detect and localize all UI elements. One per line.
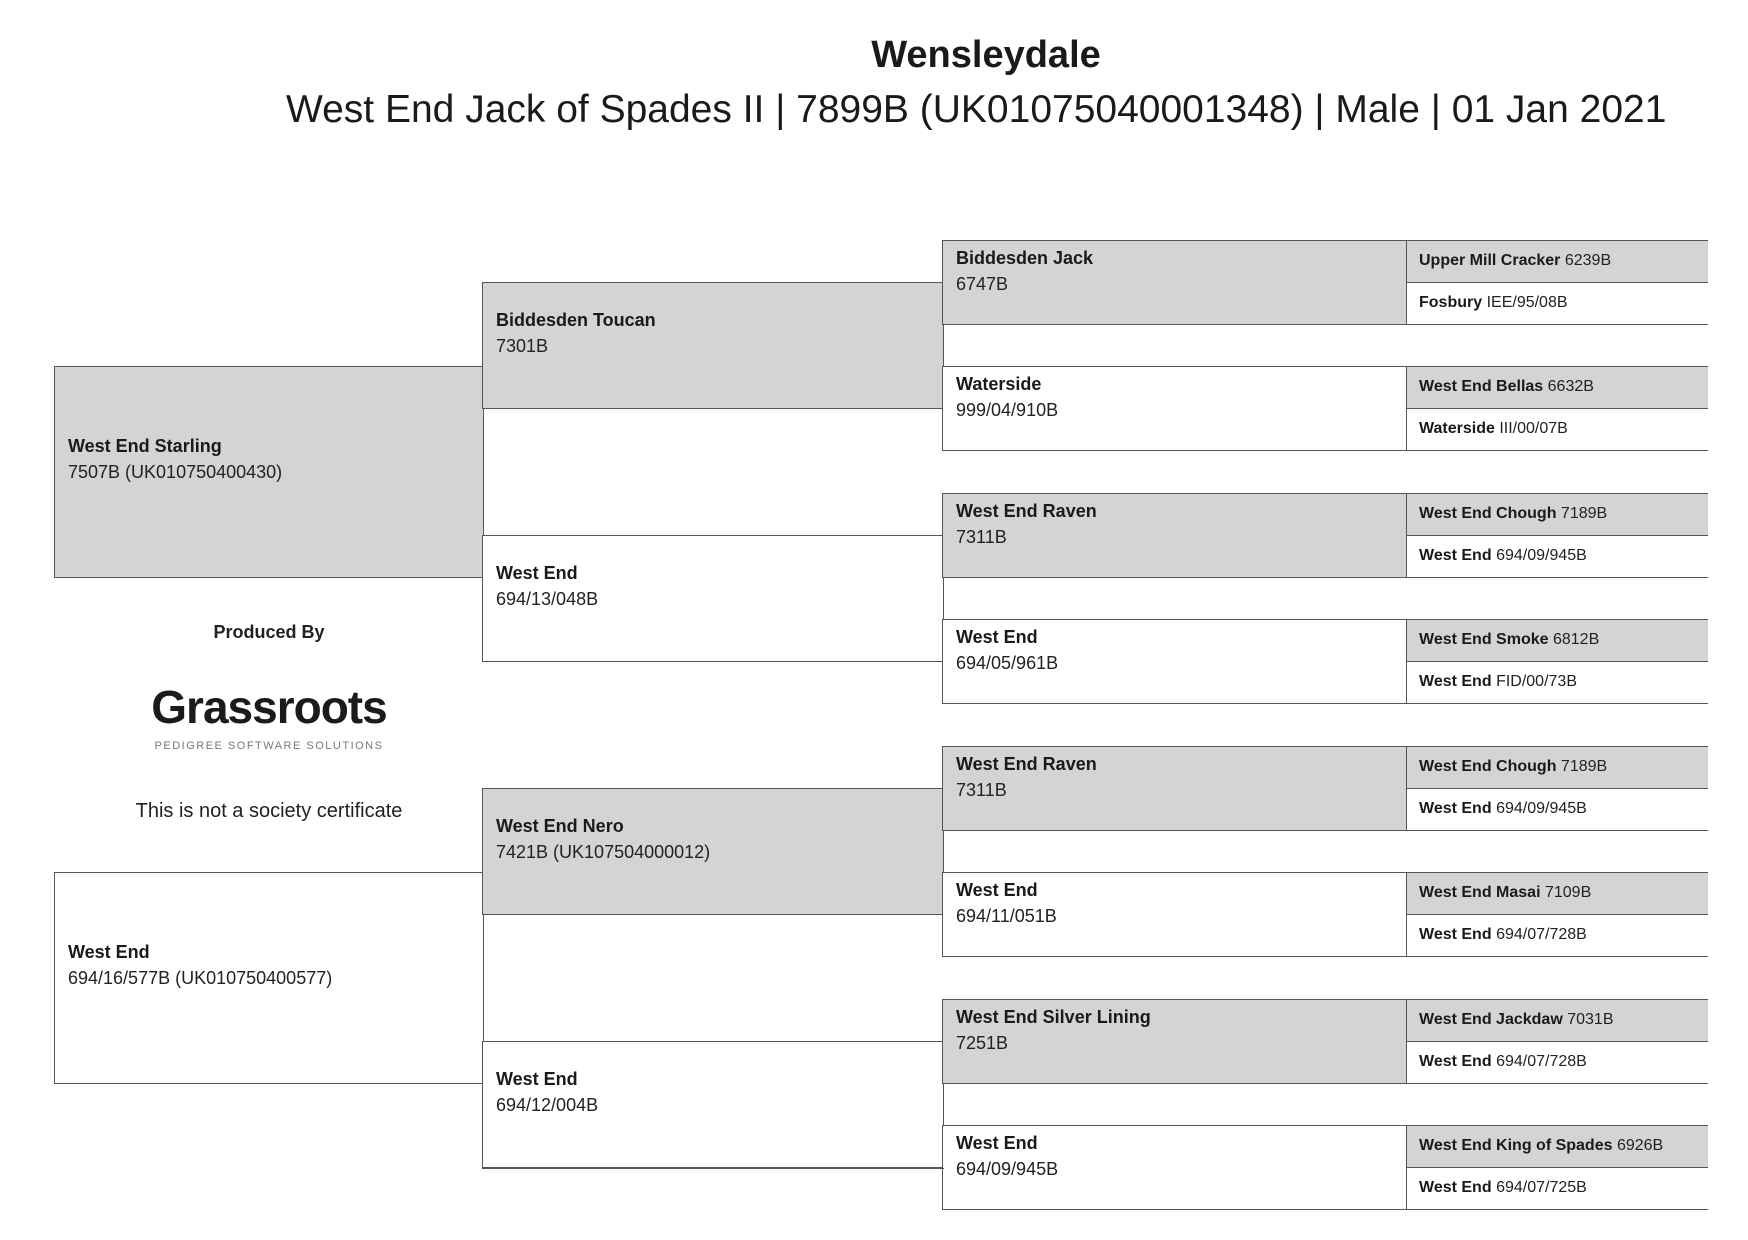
- ggg-name: West End: [1419, 547, 1492, 564]
- great-grandparent-name: Waterside: [956, 374, 1042, 394]
- great-grandparent-reg: 694/11/051B: [956, 906, 1057, 926]
- ggg-box: [1406, 788, 1708, 831]
- ggg-box: [1406, 535, 1708, 578]
- ggg-box: [1406, 1125, 1708, 1168]
- divider-line: [482, 1168, 944, 1169]
- great-grandparent-reg: 694/05/961B: [956, 653, 1059, 673]
- great-grandparent-reg: 999/04/910B: [956, 400, 1059, 420]
- ggg-name: Waterside: [1419, 420, 1495, 437]
- grandparent-reg: 7301B: [496, 336, 549, 356]
- ggg-name: West End Jackdaw: [1419, 1011, 1563, 1028]
- ggg-reg: 6926B: [1616, 1137, 1664, 1154]
- grandparent-box: [482, 1041, 944, 1168]
- animal-summary: West End Jack of Spades II | 7899B (UK01075040001348) | Male | 01 Jan 2021: [286, 88, 1667, 131]
- great-grandparent-name: West End: [956, 1133, 1038, 1153]
- produced-by-label: Produced By: [213, 622, 325, 642]
- ggg-reg: FID/00/73B: [1496, 673, 1577, 690]
- great-grandparent-box: [942, 1125, 1408, 1210]
- ggg-name: West End Bellas: [1419, 378, 1544, 395]
- ggg-reg: 7031B: [1567, 1011, 1614, 1028]
- dam-name: West End: [68, 942, 150, 962]
- grandparent-box: [482, 282, 944, 409]
- ggg-name: West End: [1419, 926, 1492, 943]
- ggg-name: Upper Mill Cracker: [1419, 252, 1561, 269]
- sire-name: West End Starling: [68, 436, 222, 456]
- ggg-name: West End: [1419, 673, 1492, 690]
- great-grandparent-reg: 7311B: [956, 527, 1007, 547]
- grandparent-reg: 7421B (UK107504000012): [496, 842, 711, 862]
- great-grandparent-reg: 7251B: [956, 1033, 1009, 1053]
- ggg-reg: 6812B: [1552, 631, 1600, 648]
- ggg-name: Fosbury: [1419, 294, 1483, 311]
- ggg-box: [1406, 282, 1708, 325]
- ggg-reg: 694/07/728B: [1496, 1053, 1587, 1070]
- ggg-name: West End Chough: [1419, 505, 1557, 522]
- dam-box: [54, 872, 484, 1084]
- great-grandparent-box: [942, 619, 1408, 704]
- logo-tagline: PEDIGREE SOFTWARE SOLUTIONS: [154, 740, 384, 752]
- great-grandparent-reg: 6747B: [956, 274, 1009, 294]
- grandparent-name: West End: [496, 1069, 578, 1089]
- ggg-name: West End Chough: [1419, 758, 1557, 775]
- sire-reg: 7507B (UK010750400430): [68, 462, 283, 482]
- grandparent-reg: 694/13/048B: [496, 589, 599, 609]
- ggg-name: West End Smoke: [1419, 631, 1549, 648]
- ggg-box: [1406, 619, 1708, 662]
- great-grandparent-reg: 694/09/945B: [956, 1159, 1059, 1179]
- ggg-box: [1406, 914, 1708, 957]
- great-grandparent-box: [942, 493, 1408, 578]
- ggg-box: [1406, 746, 1708, 789]
- ggg-reg: 6239B: [1564, 252, 1612, 269]
- grassroots-logo: Grassroots: [151, 681, 387, 733]
- grandparent-name: West End Nero: [496, 816, 624, 836]
- ggg-reg: 694/09/945B: [1496, 800, 1587, 817]
- grandparent-reg: 694/12/004B: [496, 1095, 599, 1115]
- breed-title: Wensleydale: [871, 34, 1101, 76]
- great-grandparent-name: West End Silver Lining: [956, 1007, 1151, 1027]
- great-grandparent-box: [942, 999, 1408, 1084]
- ggg-box: [1406, 493, 1708, 536]
- ggg-reg: 694/09/945B: [1496, 547, 1587, 564]
- great-grandparent-name: West End Raven: [956, 501, 1097, 521]
- great-grandparent-box: [942, 746, 1408, 831]
- great-grandparent-name: West End Raven: [956, 754, 1097, 774]
- ggg-box: [1406, 1167, 1708, 1210]
- ggg-box: [1406, 1041, 1708, 1084]
- great-grandparent-reg: 7311B: [956, 780, 1007, 800]
- great-grandparent-box: [942, 872, 1408, 957]
- ggg-name: West End: [1419, 1053, 1492, 1070]
- ggg-reg: 7189B: [1560, 758, 1608, 775]
- ggg-box: [1406, 366, 1708, 409]
- grandparent-box: [482, 535, 944, 662]
- grandparent-name: Biddesden Toucan: [496, 310, 656, 330]
- ggg-box: [1406, 408, 1708, 451]
- grandparent-box: [482, 788, 944, 915]
- ggg-name: West End King of Spades: [1419, 1137, 1613, 1154]
- ggg-reg: 694/07/728B: [1496, 926, 1587, 943]
- ggg-reg: 7189B: [1560, 505, 1608, 522]
- ggg-reg: III/00/07B: [1499, 420, 1568, 437]
- grandparent-name: West End: [496, 563, 578, 583]
- ggg-box: [1406, 661, 1708, 704]
- great-grandparent-box: [942, 366, 1408, 451]
- ggg-name: West End Masai: [1419, 884, 1541, 901]
- ggg-box: [1406, 240, 1708, 283]
- ggg-reg: IEE/95/08B: [1486, 294, 1568, 311]
- ggg-reg: 6632B: [1547, 378, 1594, 395]
- dam-reg: 694/16/577B (UK010750400577): [68, 968, 333, 988]
- great-grandparent-name: Biddesden Jack: [956, 248, 1094, 268]
- great-grandparent-name: West End: [956, 880, 1038, 900]
- great-grandparent-name: West End: [956, 627, 1038, 647]
- sire-box: [54, 366, 484, 578]
- ggg-reg: 7109B: [1544, 884, 1592, 901]
- ggg-box: [1406, 999, 1708, 1042]
- ggg-name: West End: [1419, 800, 1492, 817]
- great-grandparent-box: [942, 240, 1408, 325]
- ggg-reg: 694/07/725B: [1496, 1179, 1587, 1196]
- ggg-name: West End: [1419, 1179, 1492, 1196]
- certificate-disclaimer: This is not a society certificate: [135, 800, 403, 822]
- ggg-box: [1406, 872, 1708, 915]
